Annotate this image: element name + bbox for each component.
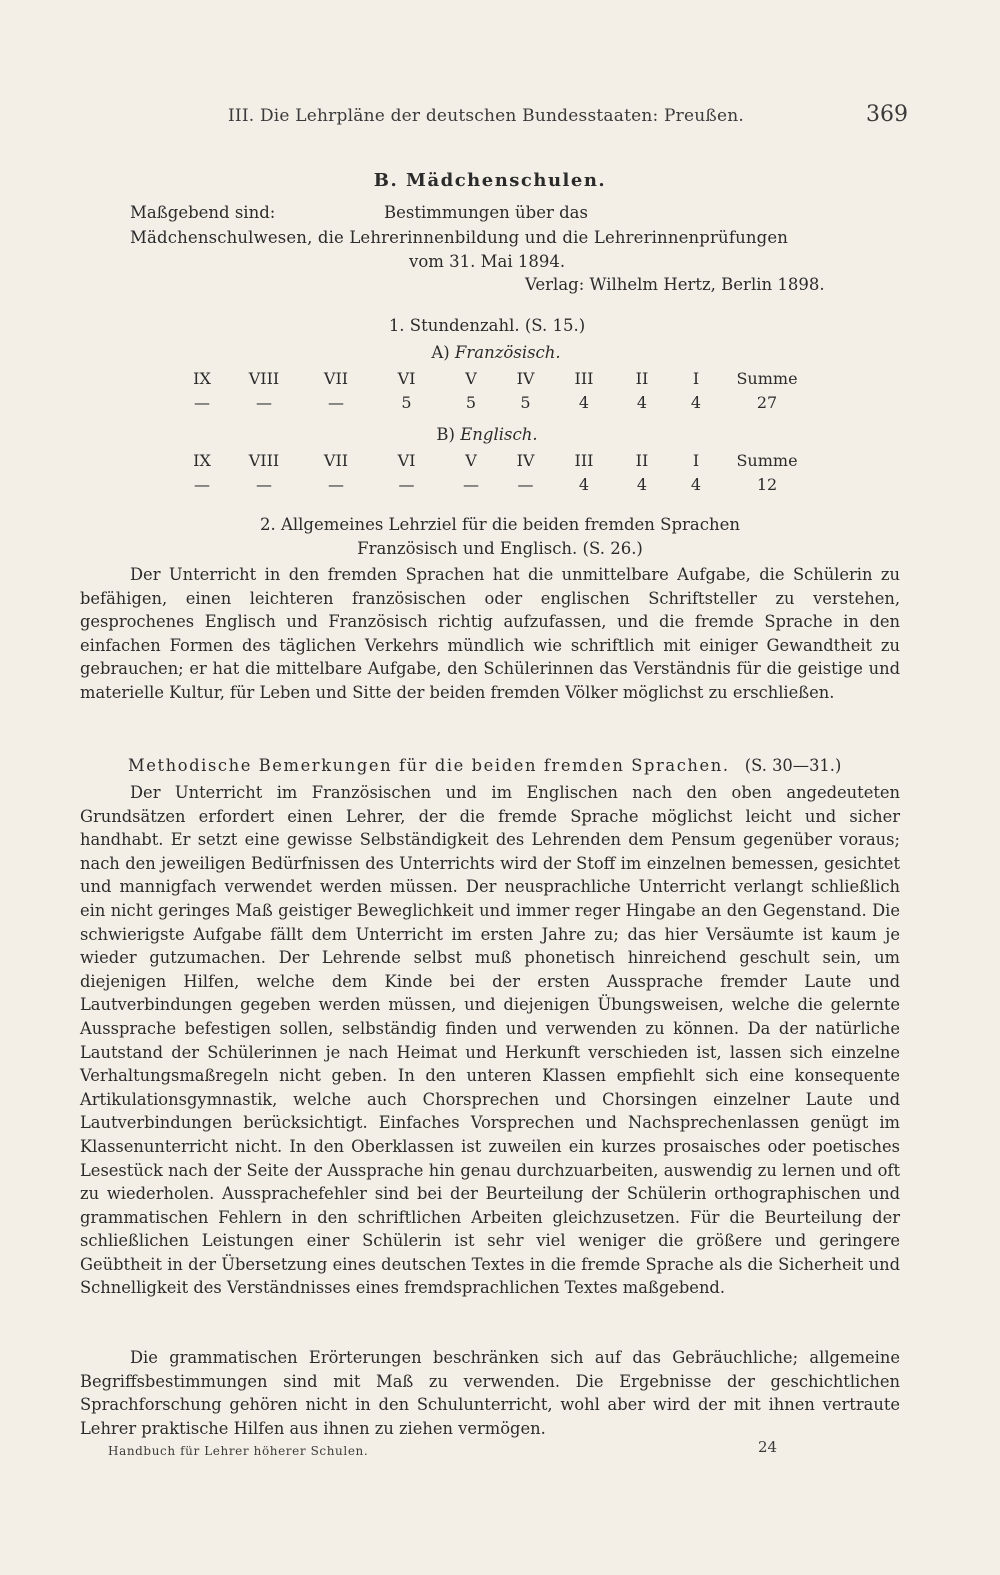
methodik-heading-ref: (S. 30—31.) [744, 756, 842, 775]
table-cell: 4 [690, 474, 702, 494]
english-label-prefix: B) [436, 425, 455, 444]
table-cell: — [328, 474, 344, 494]
table-cell: — [463, 474, 479, 494]
table-cell: — [256, 392, 272, 412]
french-label-text: Französisch. [454, 343, 561, 362]
french-label-prefix: A) [431, 343, 450, 362]
table-header-cell: Summe [736, 450, 798, 470]
table-cell: 27 [756, 392, 778, 412]
table-header-cell: IX [193, 368, 211, 388]
footer-book-title: Handbuch für Lehrer höherer Schulen. [108, 1444, 369, 1458]
meta-line1: Bestimmungen über das [384, 203, 588, 222]
meta-line2: Mädchenschulwesen, die Lehrerinnenbildung und die Lehrerinnenprüfungen [130, 228, 789, 247]
table-cell: 5 [401, 392, 412, 412]
table-header-cell: II [635, 450, 649, 470]
running-header [228, 102, 908, 132]
table-cell: — [194, 474, 210, 494]
table-cell: 4 [636, 474, 648, 494]
table-cell: 12 [756, 474, 778, 494]
table-header-cell: VI [397, 368, 416, 388]
table-header-cell: III [574, 450, 594, 470]
table-cell: 5 [520, 392, 531, 412]
table-row [180, 366, 812, 390]
stundenzahl-heading: 1. Stundenzahl. (S. 15.) [388, 316, 586, 335]
page-number: 369 [866, 102, 908, 127]
table-cell: — [194, 392, 210, 412]
table-header-cell: V [465, 368, 477, 388]
table-row [180, 390, 812, 414]
english-label [0, 425, 1000, 444]
table-cell: 5 [465, 392, 477, 412]
section-title: B. Mädchenschulen. [373, 170, 607, 191]
table-header-cell: VII [323, 450, 349, 470]
lehrziel-heading-line2: Französisch und Englisch. (S. 26.) [357, 539, 643, 558]
table-header-cell: II [635, 368, 649, 388]
table-cell: — [328, 392, 344, 412]
table-header-cell: III [574, 368, 594, 388]
meta-line3: vom 31. Mai 1894. [409, 252, 566, 271]
table-header-cell: V [465, 450, 477, 470]
table-header-cell: VI [397, 450, 416, 470]
table-header-cell: IV [516, 368, 535, 388]
table-header-cell: IX [193, 450, 211, 470]
french-hours-table [180, 366, 812, 414]
table-cell: 4 [690, 392, 702, 412]
table-header-cell: I [692, 368, 700, 388]
table-cell: 4 [578, 392, 590, 412]
meta-lead: Maßgebend sind: [130, 203, 276, 222]
meta-publisher: Verlag: Wilhelm Hertz, Berlin 1898. [525, 275, 825, 294]
table-cell: 4 [636, 392, 648, 412]
footer-sheet-number: 24 [758, 1438, 778, 1456]
table-header-cell: VIII [248, 368, 280, 388]
french-label [0, 343, 1000, 362]
methodik-heading-text: Methodische Bemerkungen für die beiden fremden Sprachen. [128, 756, 730, 775]
lehrziel-heading-line1: 2. Allgemeines Lehrziel für die beiden fremden Sprachen [259, 515, 741, 534]
table-header-cell: VIII [248, 450, 280, 470]
english-hours-table [180, 448, 812, 496]
header-title: III. Die Lehrpläne der deutschen Bundesstaaten: Preußen. [228, 106, 744, 126]
table-row [180, 448, 812, 472]
english-label-text: Englisch. [460, 425, 538, 444]
table-header-cell: I [692, 450, 700, 470]
methodik-paragraph-1: Der Unterricht im Französischen und im Englischen nach den oben angedeuteten Grundsätzen erfordert einen Lehrer, der die fremde Sprache möglichst leicht und sicher handhabt. Er setzt eine gewisse Selbständigkeit des Lehrenden dem Pensum gegenüber voraus; nach den jeweiligen Bedürfnissen des Unterrichts wird der Stoff im einzelnen bemessen, gesichtet und mannigfach verwendet werden müssen. Der neusprachliche Unterricht verlangt schließlich ein nicht geringes Maß geistiger Beweglichkeit und immer reger Hingabe an den Gegenstand. Die schwierigste Aufgabe fällt dem Unterricht im ersten Jahre zu; das hier Versäumte ist kaum je wieder gutzumachen. Der Lehrende selbst muß phonetisch hinreichend geschult sein, um diejenigen Hilfen, welche dem Kinde bei der ersten Aussprache fremder Laute und Lautverbindungen gegeben werden müssen, und diejenigen Übungsweisen, welche die gelernte Aussprache befestigen sollen, selbständig finden und verwenden zu können. Da der natürliche Lautstand der Schülerinnen je nach Heimat und Herkunft verschieden ist, lassen sich einzelne Verhaltungsmaßregeln nicht geben. In den unteren Klassen empfiehlt sich eine konsequente Artikulationsgymnastik, welche auch Chorsprechen und Chorsingen einzelner Laute und Lautverbindungen berücksichtigt. Einfaches Vorsprechen und Nachsprechenlassen genügt im Klassenunterricht nicht. In den Oberklassen ist zuweilen ein kurzes prosaisches oder poetisches Lesestück nach der Seite der Aussprache hin genau durchzuarbeiten, auswendig zu lernen und oft zu wiederholen. Aussprachefehler sind bei der Beurteilung der Schülerin orthographischen und grammatischen Fehlern in den schriftlichen Arbeiten gleichzusetzen. Für die Beurteilung der schließlichen Leistungen einer Schülerin ist sehr viel weniger die größere und geringere Geübtheit in der Übersetzung eines deutschen Textes in die fremde Sprache als die Sicherheit und Schnelligkeit des Verständnisses eines fremdsprachlichen Textes maßgebend. [80, 783, 900, 1298]
table-header-cell: VII [323, 368, 349, 388]
table-cell: — [398, 474, 415, 494]
methodik-paragraph-2: Die grammatischen Erörterungen beschränken sich auf das Gebräuchliche; allgemeine Begriffsbestimmungen sind mit Maß zu verwenden. Die Ergebnisse der geschichtlichen Sprachforschung gehören nicht in den Schulunterricht, wohl aber wird der mit ihnen vertraute Lehrer praktische Hilfen aus ihnen zu ziehen vermögen. [80, 1348, 900, 1438]
lehrziel-paragraph: Der Unterricht in den fremden Sprachen hat die unmittelbare Aufgabe, die Schülerin zu befähigen, einen leichteren französischen oder englischen Schriftsteller zu verstehen, gesprochenes Englisch und Französisch richtig aufzufassen, und die fremde Sprache in den einfachen Formen des täglichen Verkehrs mündlich wie schriftlich mit einiger Gewandtheit zu gebrauchen; er hat die mittelbare Aufgabe, den Schülerinnen das Verständnis für die geistige und materielle Kultur, für Leben und Sitte der beiden fremden Völker möglichst zu erschließen. [80, 565, 900, 702]
table-cell: 4 [578, 474, 590, 494]
table-header-cell: Summe [736, 368, 798, 388]
table-cell: — [517, 474, 534, 494]
methodik-heading [128, 756, 841, 775]
table-cell: — [256, 474, 272, 494]
table-row [180, 472, 812, 496]
table-header-cell: IV [516, 450, 535, 470]
